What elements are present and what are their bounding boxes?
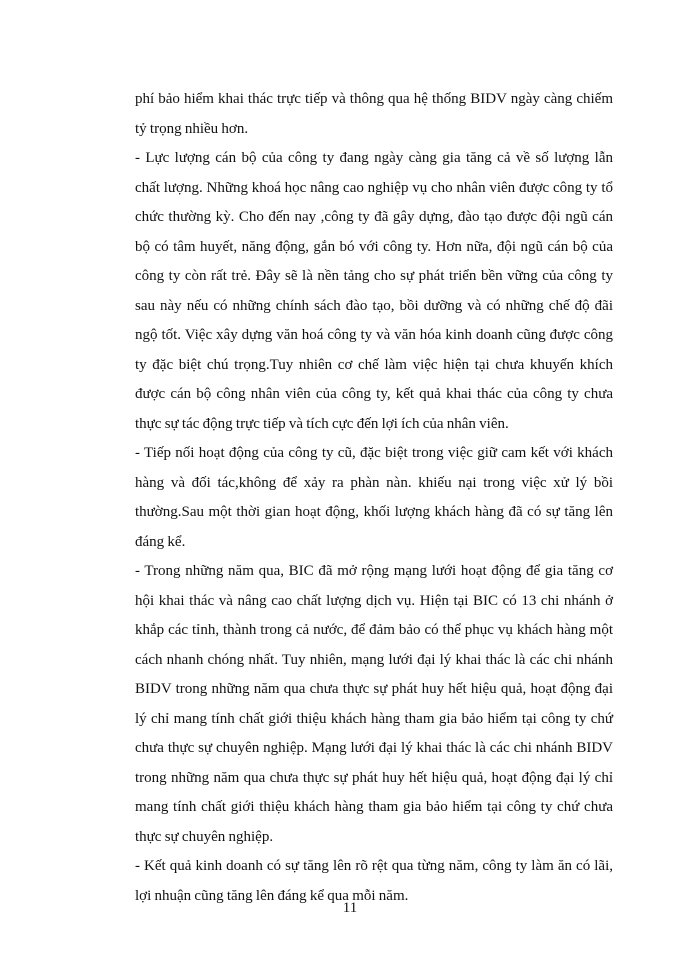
text-line: tỷ trọng nhiều hơn. — [135, 120, 249, 137]
page-number: 11 — [342, 900, 358, 916]
text-line: thực sự chuyên nghiệp. — [135, 828, 274, 845]
text-line: BIDV trong những năm qua chưa thực sự phát huy hết hiệu quả, hoạt động đại — [135, 681, 613, 697]
text-line: bộ có tâm huyết, năng động, gắn bó với công ty. Hơn nữa, đội ngũ cán bộ của — [135, 238, 613, 255]
text-line: ty đặc biệt chú trọng.Tuy nhiên cơ chế làm việc hiện tại chưa khuyến khích — [135, 356, 613, 373]
text-line: hội khai thác và nâng cao chất lượng dịch vụ. Hiện tại BIC có 13 chi nhánh ở — [135, 592, 613, 609]
text-line: thường.Sau một thời gian hoạt động, khối lượng khách hàng đã có sự tăng lên — [135, 504, 613, 520]
text-line: phí bảo hiểm khai thác trực tiếp và thông qua hệ thống BIDV ngày càng chiếm — [135, 91, 613, 107]
text-line: lý chỉ mang tính chất giới thiệu khách hàng tham gia bảo hiểm tại công ty chứ — [135, 710, 613, 727]
text-line: chưa thực sự chuyên nghiệp. Mạng lưới đại lý khai thác là các chi nhánh BIDV — [135, 740, 613, 756]
text-line: trong những năm qua chưa thực sự phát huy hết hiệu quả, hoạt động đại lý chỉ — [135, 769, 613, 786]
text-line: chức thường kỳ. Cho đến nay ,công ty đã gây dựng, đào tạo được đội ngũ cán — [135, 209, 613, 225]
text-line: ngộ tốt. Việc xây dựng văn hoá công ty và văn hóa kinh doanh cũng được công — [135, 327, 613, 343]
text-line: hàng và đối tác,không để xảy ra phàn nàn. khiếu nại trong việc xử lý bồi — [135, 474, 613, 491]
text-line: sau này nếu có những chính sách đào tạo, bồi dưỡng và có những chế độ đãi — [135, 297, 613, 314]
text-line: lợi nhuận cũng tăng lên đáng kể qua mỗi năm. — [135, 887, 409, 904]
text-line: mang tính chất giới thiệu khách hàng tham gia bảo hiểm tại công ty chứ chưa — [135, 799, 613, 815]
text-line: đáng kể. — [135, 533, 186, 550]
text-line: - Trong những năm qua, BIC đã mở rộng mạng lưới hoạt động để gia tăng cơ — [135, 563, 613, 579]
text-line: - Tiếp nối hoạt động của công ty cũ, đặc biệt trong việc giữ cam kết với khách — [135, 445, 613, 461]
text-line: chất lượng. Những khoá học nâng cao nghiệp vụ cho nhân viên được công ty tổ — [135, 179, 613, 196]
text-line: được cán bộ công nhân viên của công ty, kết quả khai thác của công ty chưa — [135, 386, 613, 402]
body-text — [135, 85, 613, 911]
text-line: công ty còn rất trẻ. Đây sẽ là nền tảng cho sự phát triển bền vững của công ty — [135, 268, 613, 284]
text-line: thực sự tác động trực tiếp và tích cực đến lợi ích của nhân viên. — [135, 415, 509, 432]
text-line: - Kết quả kinh doanh có sự tăng lên rõ rệt qua từng năm, công ty làm ăn có lãi, — [135, 858, 613, 874]
text-line: cách nhanh chóng nhất. Tuy nhiên, mạng lưới đại lý khai thác là các chi nhánh — [135, 651, 613, 668]
text-line: - Lực lượng cán bộ của công ty đang ngày càng gia tăng cả về số lượng lẫn — [135, 150, 613, 166]
text-line: khắp các tỉnh, thành trong cả nước, để đảm bảo có thể phục vụ khách hàng một — [135, 622, 613, 638]
